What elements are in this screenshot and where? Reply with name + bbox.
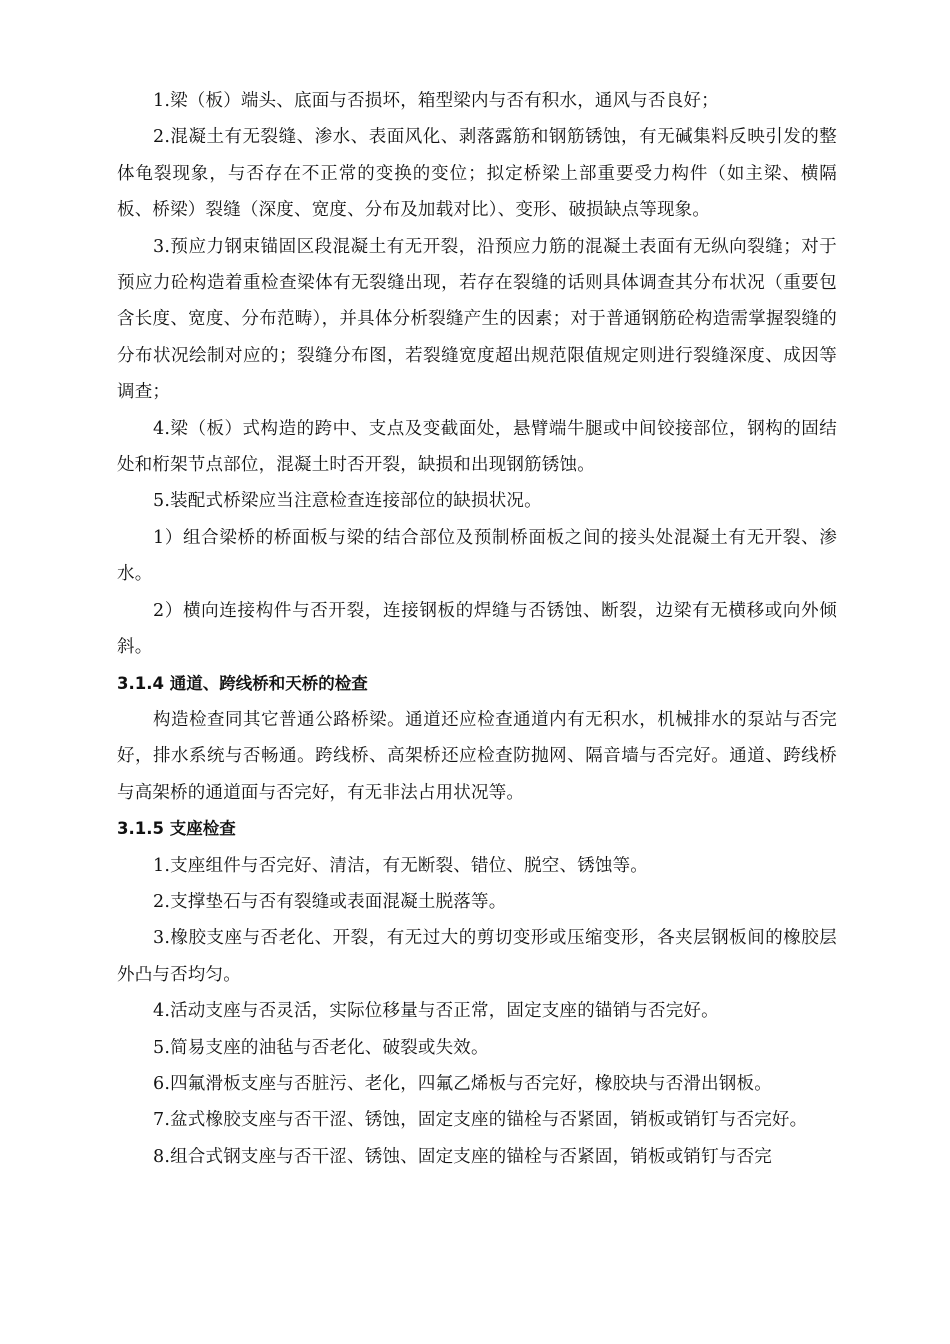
bearing-item-4: 4.活动支座与否灵活，实际位移量与否正常，固定支座的锚销与否完好。	[153, 1001, 719, 1022]
bearing-item-3: 3.橡胶支座与否老化、开裂，有无过大的剪切变形或压缩变形，各夹层钢板间的橡胶层外凸与否均匀。	[117, 928, 837, 985]
document-page	[117, 83, 837, 1175]
paragraph-5: 5.装配式桥梁应当注意检查连接部位的缺损状况。	[153, 491, 542, 512]
paragraph-5-item-1: 1）组合梁桥的桥面板与梁的结合部位及预制桥面板之间的接头处混凝土有无开裂、渗水。	[117, 527, 837, 585]
bearing-item-2: 2.支撑垫石与否有裂缝或表面混凝土脱落等。	[153, 891, 507, 912]
paragraph-channel-inspection: 构造检查同其它普通公路桥梁。通道还应检查通道内有无积水，机械排水的泵站与否完好，排水系统与否畅通。跨线桥、高架桥还应检查防抛网、隔音墙与否完好。通道、跨线桥与高架桥的通道面与否完好，有无非法占用状况等。	[117, 709, 837, 803]
bearing-item-6: 6.四氟滑板支座与否脏污、老化，四氟乙烯板与否完好，橡胶块与否滑出钢板。	[153, 1073, 772, 1094]
bearing-item-8: 8.组合式钢支座与否干涩、锈蚀、固定支座的锚栓与否紧固，销板或销钉与否完	[153, 1146, 772, 1167]
paragraph-5-item-2: 2）横向连接构件与否开裂，连接钢板的焊缝与否锈蚀、断裂，边梁有无横移或向外倾斜。	[117, 600, 837, 658]
bearing-item-1: 1.支座组件与否完好、清洁，有无断裂、错位、脱空、锈蚀等。	[153, 855, 648, 876]
section-heading-3-1-5: 3.1.5 支座检查	[117, 819, 236, 839]
paragraph-3: 3.预应力钢束锚固区段混凝土有无开裂，沿预应力筋的混凝土表面有无纵向裂缝；对于预应力砼构造着重检查梁体有无裂缝出现，若存在裂缝的话则具体调查其分布状况（重要包含长度、宽度、分布范畴），并具体分析裂缝产生的因素；对于普通钢筋砼构造需掌握裂缝的分布状况绘制对应的；裂缝分布图，若裂缝宽度超出规范限值规定则进行裂缝深度、成因等调查；	[117, 236, 837, 403]
bearing-item-7: 7.盆式橡胶支座与否干涩、锈蚀，固定支座的锚栓与否紧固，销板或销钉与否完好。	[153, 1110, 808, 1131]
paragraph-1: 1.梁（板）端头、底面与否损坏，箱型梁内与否有积水，通风与否良好；	[153, 91, 719, 111]
bearing-item-5: 5.简易支座的油毡与否老化、破裂或失效。	[153, 1037, 489, 1058]
section-heading-3-1-4: 3.1.4 通道、跨线桥和天桥的检查	[117, 673, 368, 693]
paragraph-2: 2.混凝土有无裂缝、渗水、表面风化、剥落露筋和钢筋锈蚀，有无碱集料反映引发的整体龟裂现象，与否存在不正常的变换的变位；拟定桥梁上部重要受力构件（如主梁、横隔板、桥梁）裂缝（深度、宽度、分布及加载对比）、变形、破损缺点等现象。	[117, 127, 837, 221]
paragraph-4: 4.梁（板）式构造的跨中、支点及变截面处，悬臂端牛腿或中间铰接部位，钢构的固结处和桁架节点部位，混凝土时否开裂，缺损和出现钢筋锈蚀。	[117, 418, 837, 476]
